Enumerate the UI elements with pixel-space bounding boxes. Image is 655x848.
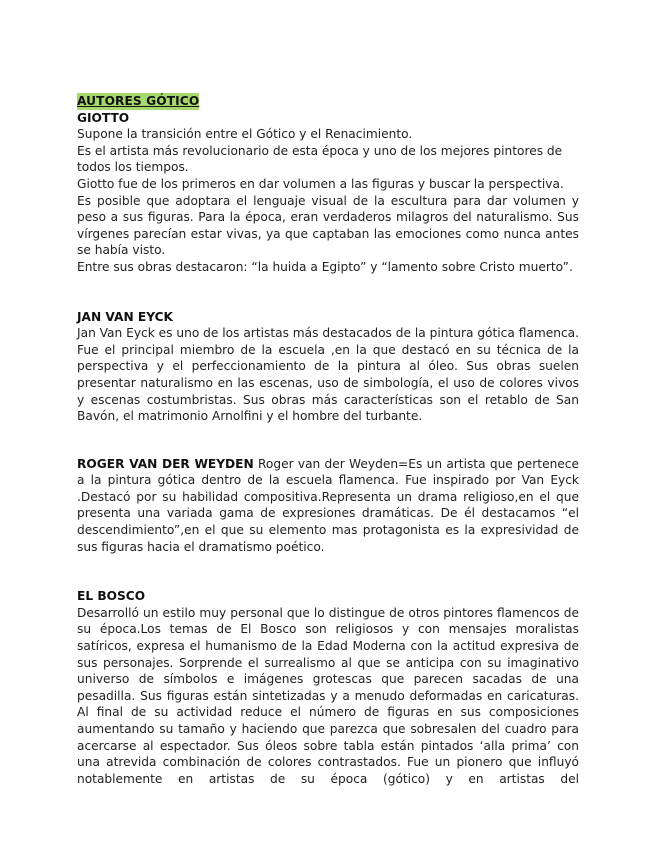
section-heading-roger-van-der-weyden: ROGER VAN DER WEYDEN: [77, 456, 254, 471]
paragraph: Supone la transición entre el Gótico y el Renacimiento.: [77, 127, 413, 142]
paragraph: Es el artista más revolucionario de esta época y uno de los mejores pintores de todos los tiempos.: [77, 143, 563, 175]
section-roger-van-der-weyden: [77, 456, 579, 556]
paragraph: Giotto fue de los primeros en dar volumen a las figuras y buscar la perspectiva.: [77, 176, 564, 191]
document-title-line: [77, 93, 579, 110]
section-heading-giotto: GIOTTO: [77, 110, 130, 125]
section-heading-jan-van-eyck: JAN VAN EYCK: [77, 309, 173, 324]
paragraph-text: Roger van der Weyden=Es un artista que pertenece a la pintura gótica dentro de la escuela flamenca. Fue inspirado por Van Eyck .Destacó por su habilidad compositiva.Representa un drama religioso,en el que presenta una variada gama de expresiones dramáticas. De él destacamos “el descendimiento”,en el que su elemento mas protagonista es la expresividad de sus figuras hacia el dramatismo poético.: [77, 456, 580, 554]
paragraph: Desarrolló un estilo muy personal que lo distingue de otros pintores flamencos de su época.Los temas de El Bosco son religiosos y con mensajes moralistas satíricos, expresa el humanismo de la Edad Moderna con la actitud expresiva de sus personajes. Sorprende el surrealismo al que se anticipa con su imaginativo universo de símbolos e imágenes grotescas que parecen sacadas de una pesadilla. Sus figuras están sintetizadas y a menudo deformadas en caricaturas. Al final de su actividad reduce el número de figuras en sus composiciones aumentando su tamaño y haciendo que parezca que sobresalen del cuadro para acercarse al espectador. Sus óleos sobre tabla están pintados ‘alla prima’ con una atrevida combinación de colores contrastados. Fue un pionero que influyó notablemente en artistas de su época (gótico) y en artistas del: [77, 605, 579, 786]
paragraph: Jan Van Eyck es uno de los artistas más destacados de la pintura gótica flamenca. Fue el principal miembro de la escuela ,en la que destacó en su técnica de la perspectiva y el perfeccionamiento de la pintura al óleo. Sus obras suelen presentar naturalismo en las escenas, uso de simbología, el uso de colores vivos y escenas costumbristas. Sus obras más características son el retablo de San Bavón, el matrimonio Arnolfini y el hombre del turbante.: [77, 326, 580, 424]
paragraph-with-heading: [77, 456, 579, 556]
section-giotto: [77, 110, 579, 276]
section-jan-van-eyck: [77, 309, 579, 425]
section-el-bosco: [77, 588, 579, 787]
paragraph: Es posible que adoptara el lenguaje visual de la escultura para dar volumen y peso a sus figuras. Para la época, eran verdaderos milagros del naturalismo. Sus vírgenes parecían estar vivas, ya que captaban las emociones como nunca antes se había visto.: [77, 193, 579, 258]
paragraph: Entre sus obras destacaron: “la huida a Egipto” y “lamento sobre Cristo muerto”.: [77, 259, 573, 274]
section-heading-el-bosco: EL BOSCO: [77, 589, 146, 604]
document-title: AUTORES GÓTICO: [77, 94, 200, 108]
document-page: [77, 93, 579, 787]
